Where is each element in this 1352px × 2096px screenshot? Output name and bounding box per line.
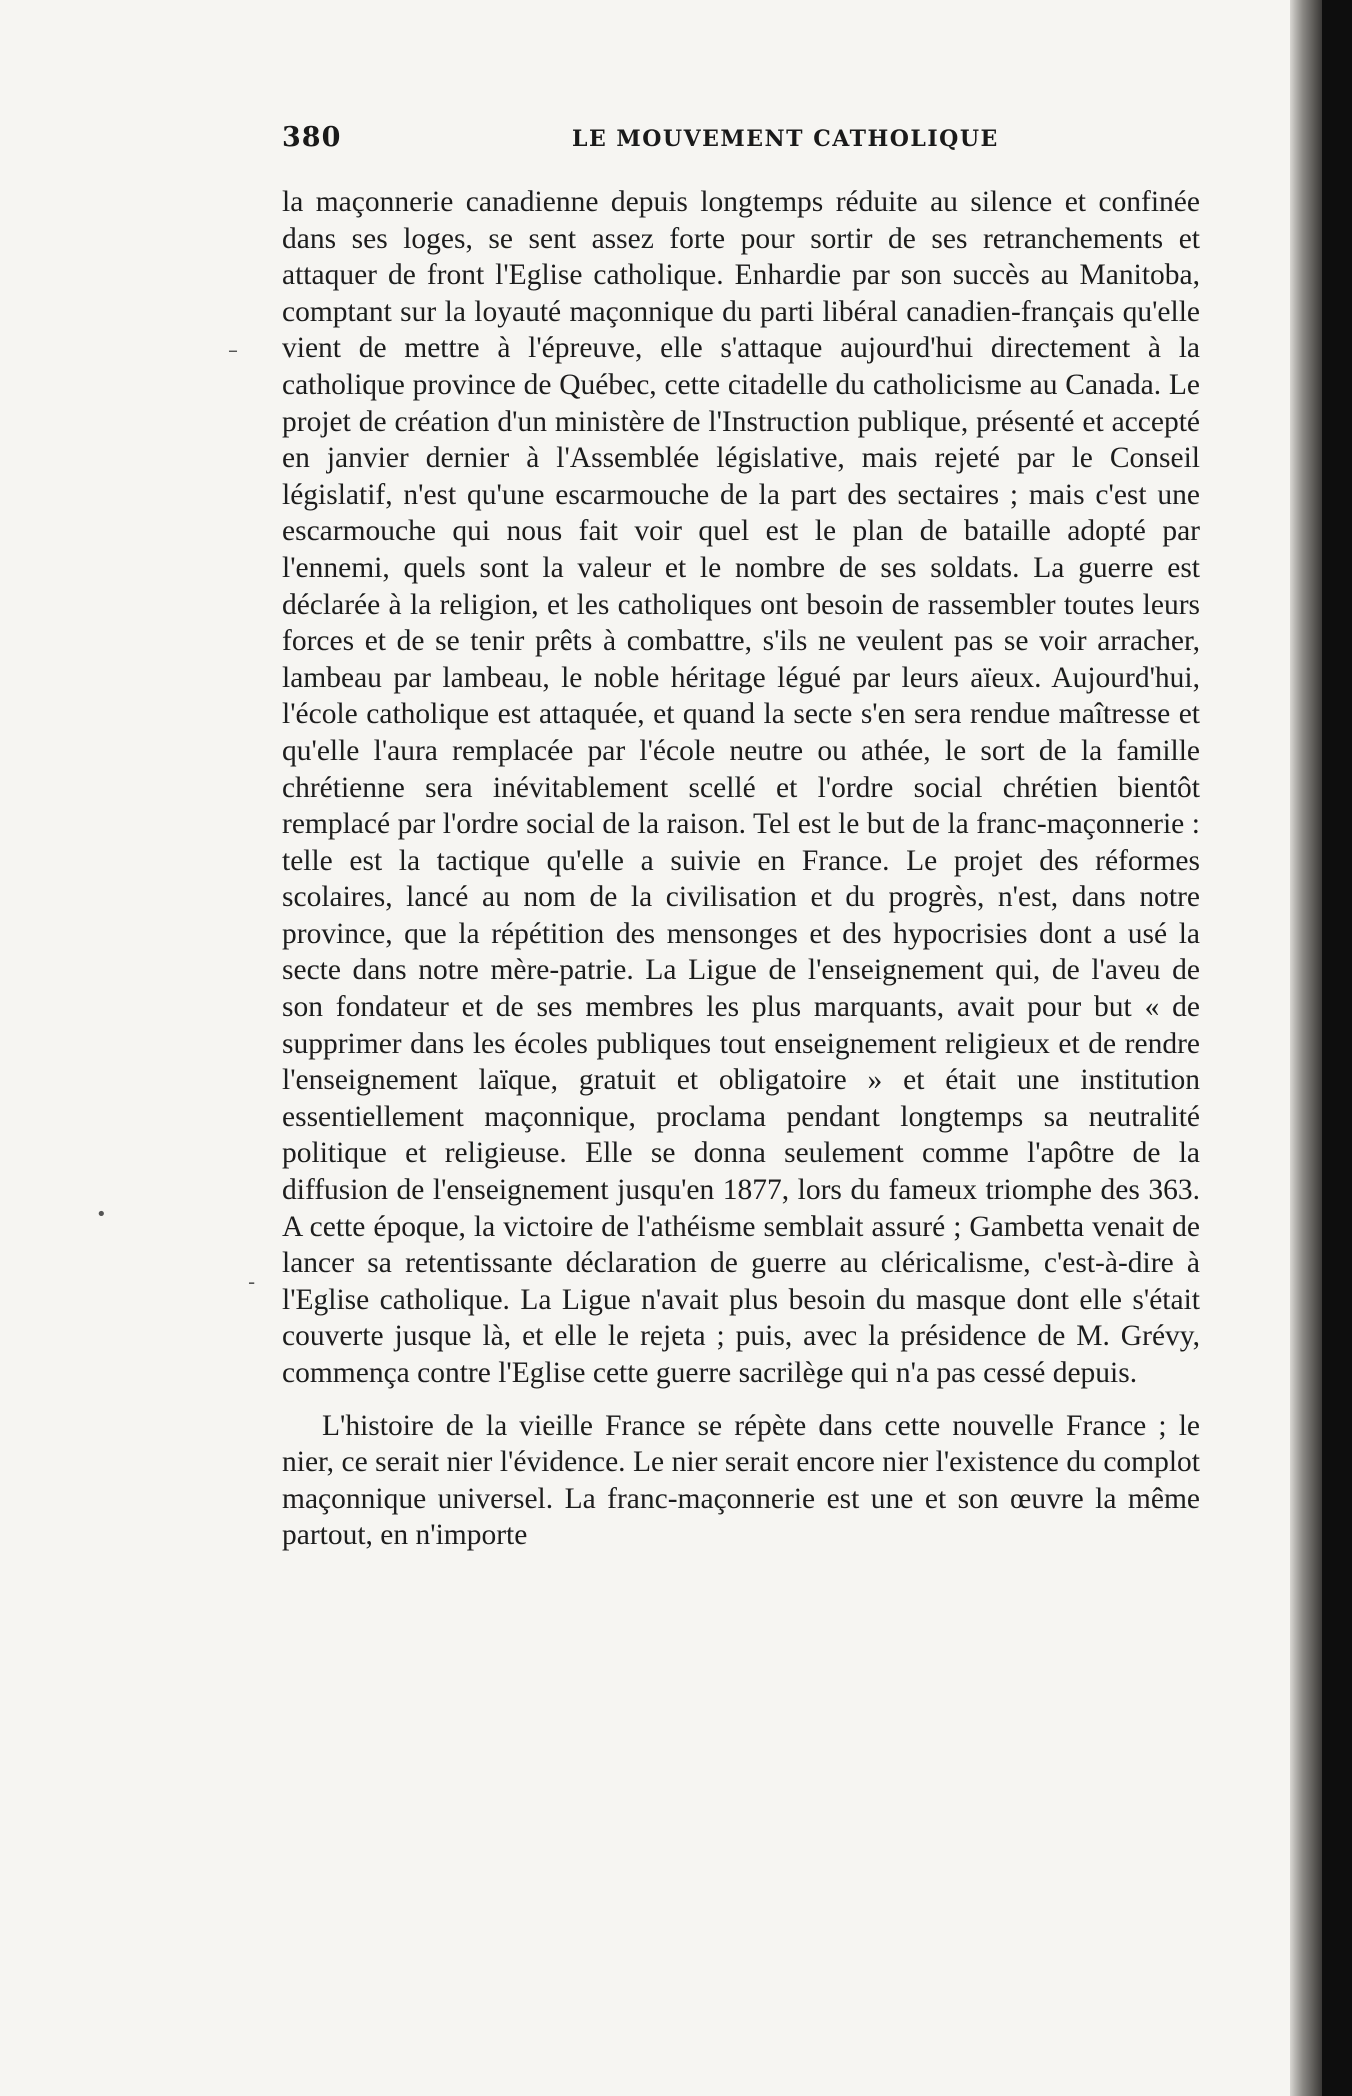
running-title: LE MOUVEMENT CATHOLIQUE bbox=[572, 126, 999, 152]
body-text bbox=[282, 184, 1200, 1554]
paragraph-2: L'histoire de la vieille France se répète dans cette nouvelle France ; le nier, ce serait nier l'évidence. Le nier serait encore nier l'existence du complot maçonnique universel. La franc-maçonnerie est une et son œuvre la même partout, en n'importe bbox=[282, 1409, 1200, 1552]
margin-tick-mark: - bbox=[248, 1270, 256, 1294]
margin-dot-mark: • bbox=[96, 1204, 107, 1225]
page-gutter-shadow bbox=[1290, 0, 1322, 2096]
paragraph-1: la maçonnerie canadienne depuis longtemps réduite au silence et confinée dans ses loges, se sent assez forte pour sortir de ses retranchements et attaquer de front l'Eglise catholique. Enhardie par son succès au Manitoba, comptant sur la loyauté maçonnique du parti libéral canadien-français qu'elle vient de mettre à l'épreuve, elle s'attaque aujourd'hui directement à la catholique province de Québec, cette citadelle du catholicisme au Canada. Le projet de création d'un ministère de l'Instruction publique, présenté et accepté en janvier dernier à l'Assemblée législative, mais rejeté par le Conseil législatif, n'est qu'une escarmouche de la part des sectaires ; mais c'est une escarmouche qui nous fait voir quel est le plan de bataille adopté par l'ennemi, quels sont la valeur et le nombre de ses soldats. La guerre est déclarée à la religion, et les catholiques ont besoin de rassembler toutes leurs forces et de se tenir prêts à combattre, s'ils ne veulent pas se voir arracher, lambeau par lambeau, le noble héritage légué par leurs aïeux. Aujourd'hui, l'école catholique est attaquée, et quand la secte s'en sera rendue maîtresse et qu'elle l'aura remplacée par l'école neutre ou athée, le sort de la famille chrétienne sera inévitablement scellé et l'ordre social chrétien bientôt remplacé par l'ordre social de la raison. Tel est le but de la franc-maçonnerie : telle est la tactique qu'elle a suivie en France. Le projet des réformes scolaires, lancé au nom de la civilisation et du progrès, n'est, dans notre province, que la répétition des mensonges et des hypocrisies dont a usé la secte dans notre mère-patrie. La Ligue de l'enseignement qui, de l'aveu de son fondateur et de ses membres les plus marquants, avait pour but « de supprimer dans les écoles publiques tout enseignement religieux et de rendre l'enseignement laïque, gratuit et obligatoire » et était une institution essentiellement maçonnique, proclama pendant longtemps sa neutralité politique et religieuse. Elle se donna seulement comme l'apôtre de la diffusion de l'enseignement jusqu'en 1877, lors du fameux triomphe des 363. A cette époque, la victoire de l'athéisme semblait assuré ; Gambetta venait de lancer sa retentissante déclaration de guerre au cléricalisme, c'est-à-dire à l'Eglise catholique. La Ligue n'avait plus besoin du masque dont elle s'était couverte jusque là, et elle le rejeta ; puis, avec la présidence de M. Grévy, commença contre l'Eglise cette guerre sacrilège qui n'a pas cessé depuis. bbox=[282, 186, 1200, 1389]
margin-dash-mark: – bbox=[228, 338, 238, 362]
scan-border bbox=[1322, 0, 1352, 2096]
page-header bbox=[282, 122, 1200, 162]
page-number: 380 bbox=[282, 122, 342, 153]
